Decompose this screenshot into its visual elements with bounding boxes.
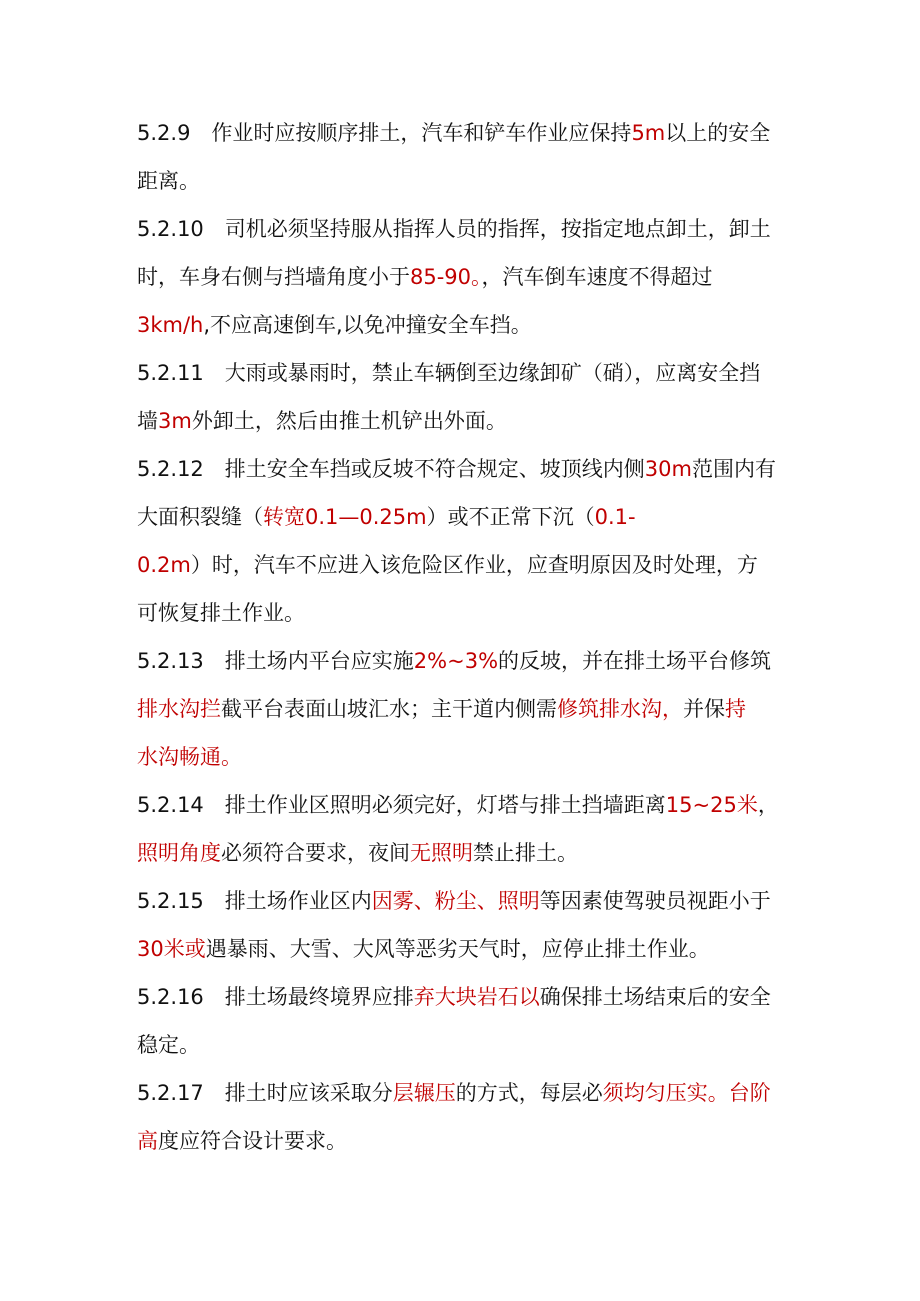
text-line — [137, 349, 787, 397]
document-body — [137, 109, 787, 1165]
text-line — [137, 445, 787, 493]
text-line — [137, 1021, 787, 1069]
text-line — [137, 781, 787, 829]
body-text: 5.2.9 作业时应按顺序排土，汽车和铲车作业应保持 — [137, 121, 632, 145]
body-text: 可恢复排土作业。 — [137, 601, 305, 625]
text-line — [137, 397, 787, 445]
clause-5-2-9 — [137, 109, 787, 205]
highlighted-text: 85-90。 — [410, 265, 482, 289]
body-text: 稳定。 — [137, 1033, 200, 1057]
body-text: 等因素使驾驶员视距小于 — [539, 889, 771, 913]
highlighted-text: 15~25米 — [665, 793, 758, 817]
highlighted-text: 照明角度 — [137, 841, 221, 865]
clause-5-2-10 — [137, 205, 787, 349]
highlighted-text: 2%~3% — [413, 649, 499, 673]
clause-5-2-15 — [137, 877, 787, 973]
body-text: ， — [757, 793, 779, 817]
clause-5-2-12 — [137, 445, 787, 637]
text-line — [137, 1117, 787, 1165]
text-line — [137, 637, 787, 685]
body-text: 5.2.11 大雨或暴雨时，禁止车辆倒至边缘卸矿（硝），应离安全挡 — [137, 361, 761, 385]
body-text: 5.2.15 排土场作业区内 — [137, 889, 372, 913]
text-line — [137, 205, 787, 253]
text-line — [137, 685, 787, 733]
text-line — [137, 925, 787, 973]
body-text: 5.2.14 排土作业区照明必须完好，灯塔与排土挡墙距离 — [137, 793, 666, 817]
text-line — [137, 109, 787, 157]
body-text: 的反坡，并在排土场平台修筑 — [498, 649, 772, 673]
text-line — [137, 301, 787, 349]
clause-5-2-13 — [137, 637, 787, 781]
highlighted-text: 修筑排水沟， — [557, 697, 683, 721]
body-text: 5.2.10 司机必须坚持服从指挥人员的指挥，按指定地点卸土，卸土 — [137, 217, 771, 241]
body-text: 遇暴雨、大雪、大风等恶劣天气时，应停止排土作业。 — [205, 937, 710, 961]
body-text: 时，车身右侧与挡墙角度小于 — [137, 265, 410, 289]
text-line — [137, 1069, 787, 1117]
text-line — [137, 589, 787, 637]
body-text: 5.2.17 排土时应该采取分 — [137, 1081, 393, 1105]
body-text: 必须符合要求，夜间 — [221, 841, 410, 865]
text-line — [137, 733, 787, 781]
text-line — [137, 157, 787, 205]
body-text: 以上的安全 — [665, 121, 771, 145]
highlighted-text: 弃大块岩石以 — [413, 985, 540, 1009]
body-text: 5.2.16 排土场最终境界应排 — [137, 985, 414, 1009]
body-text: 5.2.12 排土安全车挡或反坡不符合规定、坡顶线内侧 — [137, 457, 645, 481]
highlighted-text: 水沟畅通。 — [137, 745, 242, 769]
body-text: 并保 — [683, 697, 725, 721]
highlighted-text: 无照明 — [410, 841, 473, 865]
body-text: ）时，汽车不应进入该危险区作业，应查明原因及时处理，方 — [190, 553, 758, 577]
highlighted-text: 0.1- — [594, 505, 636, 529]
highlighted-text: 排水沟拦 — [137, 697, 221, 721]
text-line — [137, 541, 787, 589]
body-text: ）或不正常下沉（ — [426, 505, 595, 529]
body-text: 墙 — [137, 409, 158, 433]
clause-5-2-14 — [137, 781, 787, 877]
highlighted-text: 转宽0.1—0.25m — [263, 505, 427, 529]
text-line — [137, 253, 787, 301]
highlighted-text: 5m — [631, 121, 666, 145]
clause-5-2-11 — [137, 349, 787, 445]
highlighted-text: 30米或 — [137, 937, 206, 961]
body-text: ,不应高速倒车,以免冲撞安全车挡。 — [203, 313, 532, 337]
text-line — [137, 493, 787, 541]
body-text: 禁止排土。 — [473, 841, 578, 865]
highlighted-text: 3km/h — [137, 313, 204, 337]
body-text: 5.2.13 排土场内平台应实施 — [137, 649, 414, 673]
highlighted-text: 须均匀压实。台阶 — [602, 1081, 771, 1105]
body-text: ，汽车倒车速度不得超过 — [481, 265, 713, 289]
body-text: 范围内有 — [691, 457, 776, 481]
highlighted-text: 层辗压 — [392, 1081, 456, 1105]
body-text: 确保排土场结束后的安全 — [539, 985, 771, 1009]
highlighted-text: 高 — [137, 1129, 158, 1153]
body-text: 度应符合设计要求。 — [158, 1129, 347, 1153]
clause-5-2-16 — [137, 973, 787, 1069]
body-text: 的方式，每层必 — [455, 1081, 603, 1105]
text-line — [137, 877, 787, 925]
text-line — [137, 829, 787, 877]
highlighted-text: 持 — [725, 697, 746, 721]
highlighted-text: 0.2m — [137, 553, 191, 577]
body-text: 大面积裂缝（ — [137, 505, 263, 529]
clause-5-2-17 — [137, 1069, 787, 1165]
body-text: 距离。 — [137, 169, 200, 193]
highlighted-text: 因雾、粉尘、照明 — [371, 889, 540, 913]
body-text: 外卸土，然后由推土机铲出外面。 — [191, 409, 507, 433]
body-text: 截平台表面山坡汇水；主干道内侧需 — [221, 697, 557, 721]
highlighted-text: 30m — [644, 457, 692, 481]
text-line — [137, 973, 787, 1021]
highlighted-text: 3m — [158, 409, 192, 433]
